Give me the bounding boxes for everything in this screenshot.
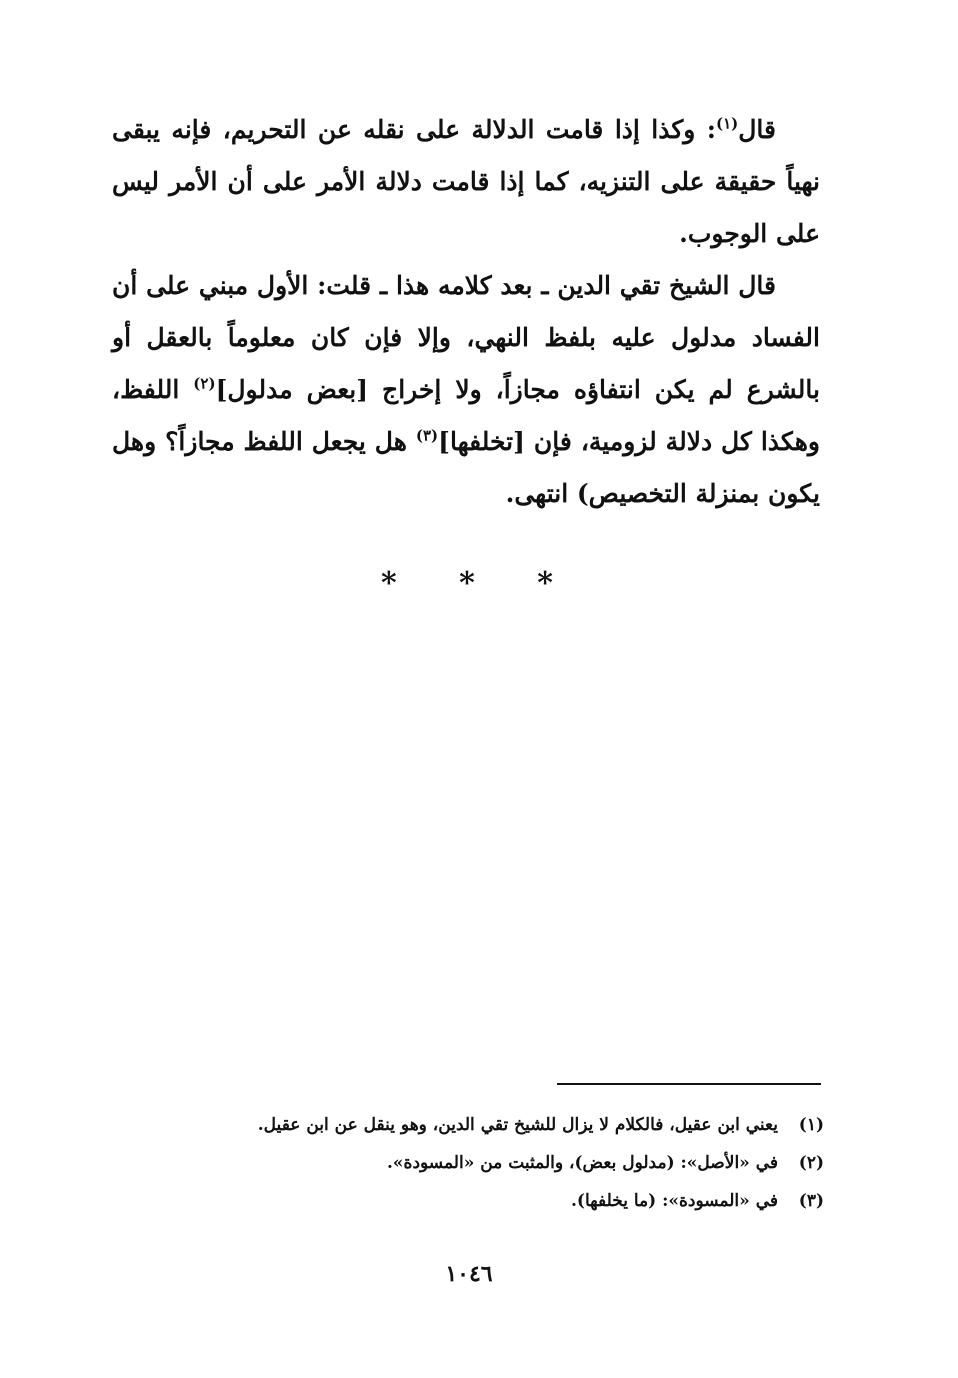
footnote-divider (557, 1083, 821, 1085)
footnote-ref-1: (١) (715, 114, 739, 133)
footnote-number: (١) (798, 1115, 824, 1135)
footnote-ref-2: (٢) (193, 374, 216, 393)
paragraph-1 (112, 104, 820, 260)
section-separator: * * * (381, 566, 579, 601)
paragraph-2-part-1: قال الشيخ تقي الدين ـ بعد كلامه هذا ـ قلت: الأول مبني على أن الفساد مدلول عليه بلفظ النهي، وإلا فإن كان معلوماً بالعقل أو بالشرع لم يكن انتفاؤه مجازاً، ولا إخراج [بعض مدلول] (112, 271, 820, 404)
footnote-number: (٢) (798, 1153, 824, 1173)
main-text (112, 104, 820, 520)
footnote-3 (140, 1182, 824, 1220)
footnote-2 (140, 1144, 824, 1182)
footnote-number: (٣) (798, 1191, 824, 1211)
paragraph-2 (112, 260, 820, 520)
footnote-ref-3: (٣) (415, 426, 439, 445)
page-number: ١٠٤٦ (445, 1261, 493, 1287)
paragraph-1-start: قال (738, 115, 776, 144)
paragraph-2-part-2: اللفظ، وهكذا كل دلالة لزومية، فإن [تخلفها] (112, 375, 820, 456)
footnote-text: في «الأصل»: (مدلول بعض)، والمثبت من «المسودة». (387, 1153, 778, 1173)
footnote-text: في «المسودة»: (ما يخلفها). (571, 1191, 778, 1211)
footnote-1 (140, 1106, 824, 1144)
footnotes (140, 1106, 824, 1220)
paragraph-1-rest: : وكذا إذا قامت الدلالة على نقله عن التحريم، فإنه يبقى نهياً حقيقة على التنزيه، كما إذا قامت دلالة الأمر على أن الأمر ليس على الوجوب. (112, 115, 820, 248)
paragraph-2-part-3: هل يجعل اللفظ مجازاً؟ وهل يكون بمنزلة التخصيص) انتهى. (112, 427, 820, 508)
footnote-text: يعني ابن عقيل، فالكلام لا يزال للشيخ تقي الدين، وهو ينقل عن ابن عقيل. (257, 1115, 778, 1135)
